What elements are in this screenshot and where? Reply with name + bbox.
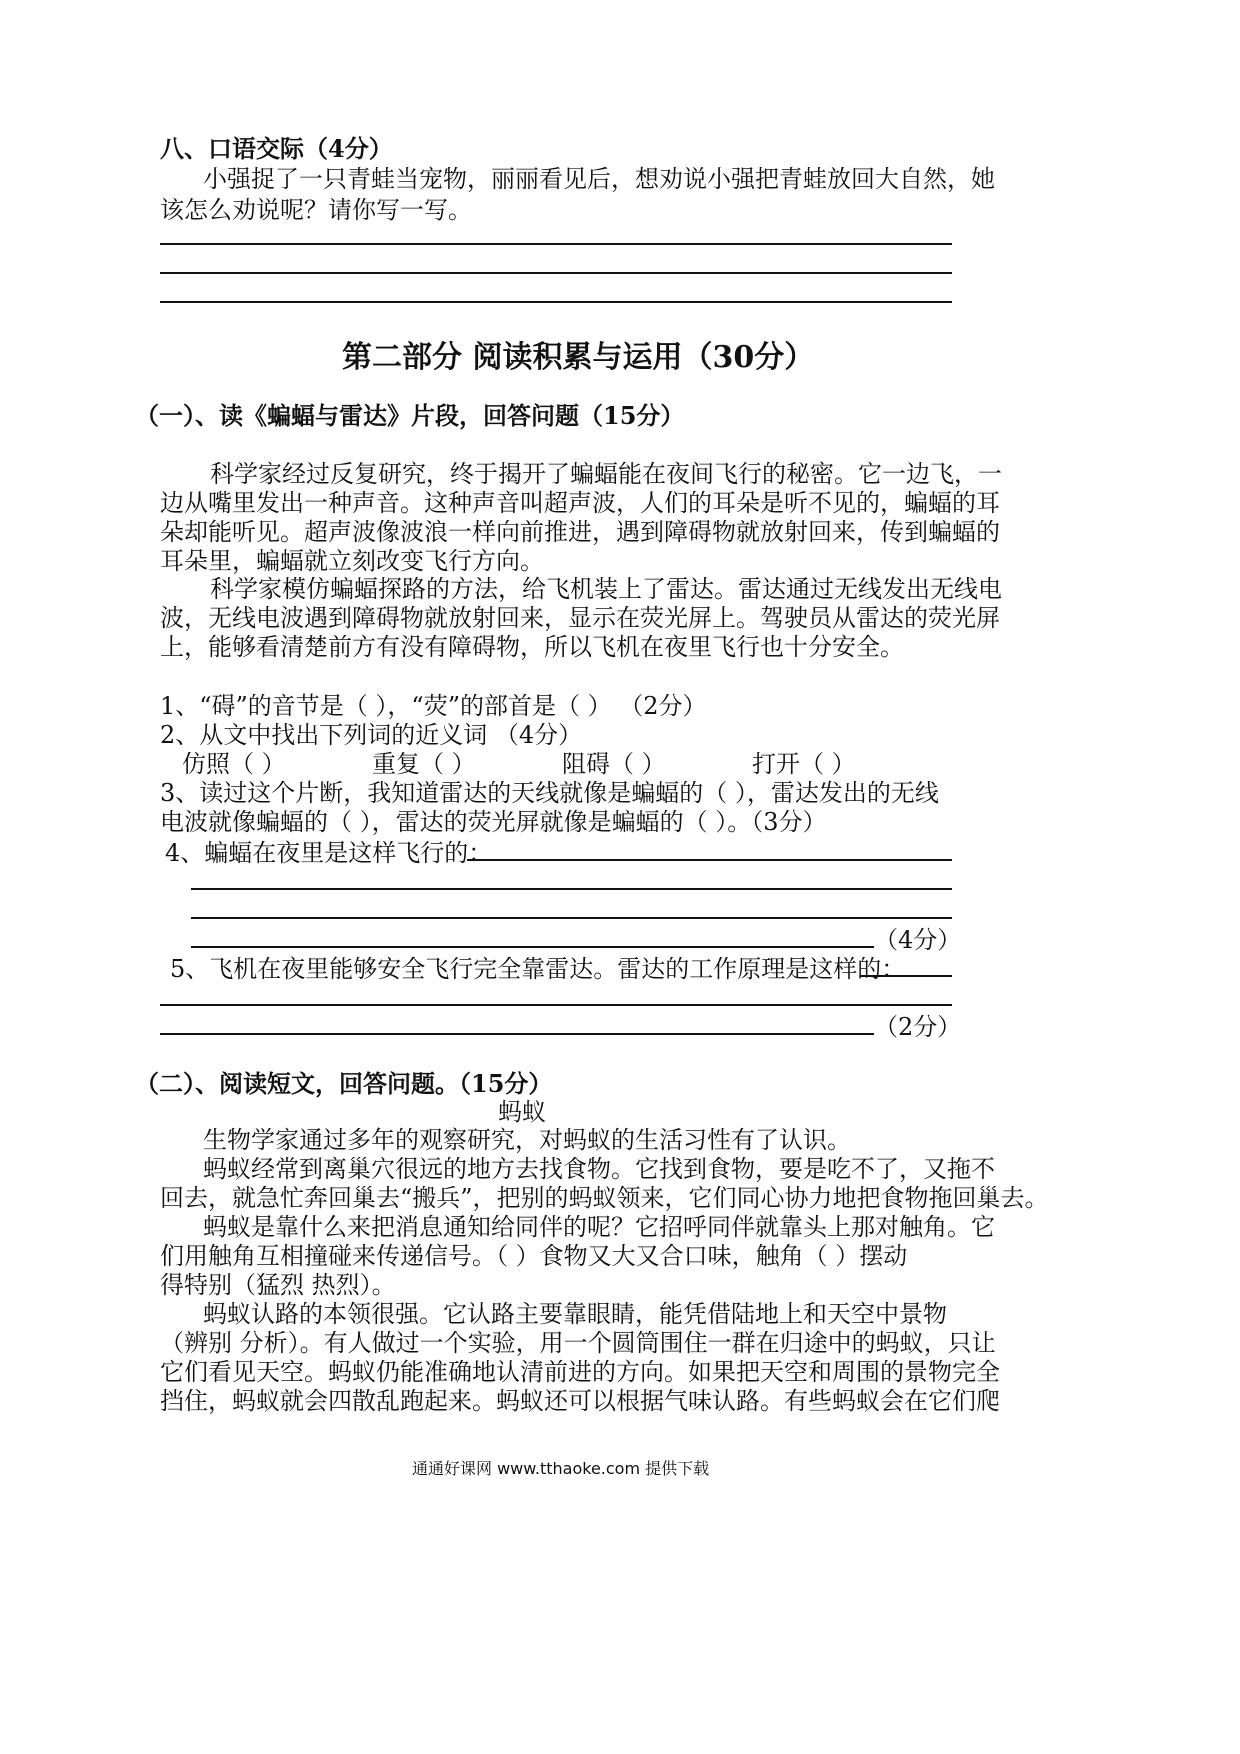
paragraph-line: 生物学家通过多年的观察研究，对蚂蚁的生活习性有了认识。 — [203, 1126, 851, 1154]
question-2: 2、从文中找出下列词的近义词 （4分） — [160, 721, 583, 749]
section-heading: 八、口语交际（4分） — [160, 134, 393, 163]
question-3: 3、读过这个片断，我知道雷达的天线就像是蝙蝠的（ ），雷达发出的无线 — [160, 779, 939, 807]
paragraph-line: 回去，就急忙奔回巢去“搬兵”，把别的蚂蚁领来，它们同心协力地把食物拖回巢去。 — [160, 1184, 1049, 1212]
paragraph-line: 得特别（猛烈 热烈）。 — [160, 1271, 396, 1299]
paragraph-line: 们用触角互相撞碰来传递信号。（ ）食物又大又合口味，触角（ ）摆动 — [160, 1242, 908, 1270]
paragraph-line: 蚂蚁经常到离巢穴很远的地方去找食物。它找到食物，要是吃不了，又拖不 — [203, 1155, 995, 1183]
paragraph-line: 蚂蚁认路的本领很强。它认路主要靠眼睛，能凭借陆地上和天空中景物 — [203, 1300, 947, 1328]
answer-line[interactable] — [191, 917, 952, 919]
answer-line[interactable] — [860, 975, 952, 977]
answer-line[interactable] — [160, 1033, 874, 1035]
paragraph-line: 科学家模仿蝙蝠探路的方法，给飞机装上了雷达。雷达通过无线发出无线电 — [210, 575, 1002, 603]
answer-line[interactable] — [160, 1004, 952, 1006]
answer-line[interactable] — [191, 946, 874, 948]
paragraph-line: 蚂蚁是靠什么来把消息通知给同伴的呢？它招呼同伴就靠头上那对触角。它 — [203, 1213, 995, 1241]
question-1: 1、“碍”的音节是（ ），“荧”的部首是（ ） （2分） — [160, 692, 707, 720]
word-item: 阻碍（ ） — [562, 750, 666, 778]
answer-line[interactable] — [467, 859, 952, 861]
paragraph-line: 朵却能听见。超声波像波浪一样向前推进，遇到障碍物就放射回来，传到蝙蝠的 — [160, 518, 1000, 546]
question-3: 电波就像蝙蝠的（ ），雷达的荧光屏就像是蝙蝠的（ ）。（3分） — [160, 808, 827, 836]
section-heading: （二）、阅读短文，回答问题。（15分） — [135, 1069, 553, 1098]
passage-title: 蚂蚁 — [498, 1098, 546, 1126]
footer-text: 通通好课网 www.tthaoke.com 提供下载 — [412, 1459, 710, 1478]
score-label: （4分） — [874, 926, 962, 954]
answer-line[interactable] — [191, 888, 952, 890]
answer-line[interactable] — [160, 243, 952, 245]
section-heading: （一）、读《蝙蝠与雷达》片段，回答问题（15分） — [135, 401, 685, 430]
part-title: 第二部分 阅读积累与运用（30分） — [342, 340, 815, 375]
paragraph-line: 小强捉了一只青蛙当宠物，丽丽看见后，想劝说小强把青蛙放回大自然，她 — [203, 165, 995, 193]
paragraph-line: 挡住，蚂蚁就会四散乱跑起来。蚂蚁还可以根据气味认路。有些蚂蚁会在它们爬 — [160, 1387, 1000, 1415]
word-item: 重复（ ） — [372, 750, 476, 778]
question-5: 5、飞机在夜里能够安全飞行完全靠雷达。雷达的工作原理是这样的： — [170, 955, 906, 983]
word-item: 仿照（ ） — [182, 750, 286, 778]
answer-line[interactable] — [160, 272, 952, 274]
paragraph-line: 它们看见天空。蚂蚁仍能准确地认清前进的方向。如果把天空和周围的景物完全 — [160, 1358, 1000, 1386]
paragraph-line: 边从嘴里发出一种声音。这种声音叫超声波，人们的耳朵是听不见的，蝙蝠的耳 — [160, 489, 1000, 517]
paragraph-line: 波，无线电波遇到障碍物就放射回来，显示在荧光屏上。驾驶员从雷达的荧光屏 — [160, 604, 1000, 632]
question-4: 4、蝙蝠在夜里是这样飞行的： — [165, 839, 493, 867]
answer-line[interactable] — [160, 301, 952, 303]
paragraph-line: 该怎么劝说呢？请你写一写。 — [160, 196, 472, 224]
word-item: 打开（ ） — [752, 750, 856, 778]
paragraph-line: 科学家经过反复研究，终于揭开了蝙蝠能在夜间飞行的秘密。它一边飞，一 — [210, 460, 1002, 488]
paragraph-line: 耳朵里，蝙蝠就立刻改变飞行方向。 — [160, 547, 544, 575]
score-label: （2分） — [874, 1013, 962, 1041]
paragraph-line: （辨别 分析）。有人做过一个实验，用一个圆筒围住一群在归途中的蚂蚁，只让 — [160, 1329, 996, 1357]
paragraph-line: 上，能够看清楚前方有没有障碍物，所以飞机在夜里飞行也十分安全。 — [160, 633, 904, 661]
